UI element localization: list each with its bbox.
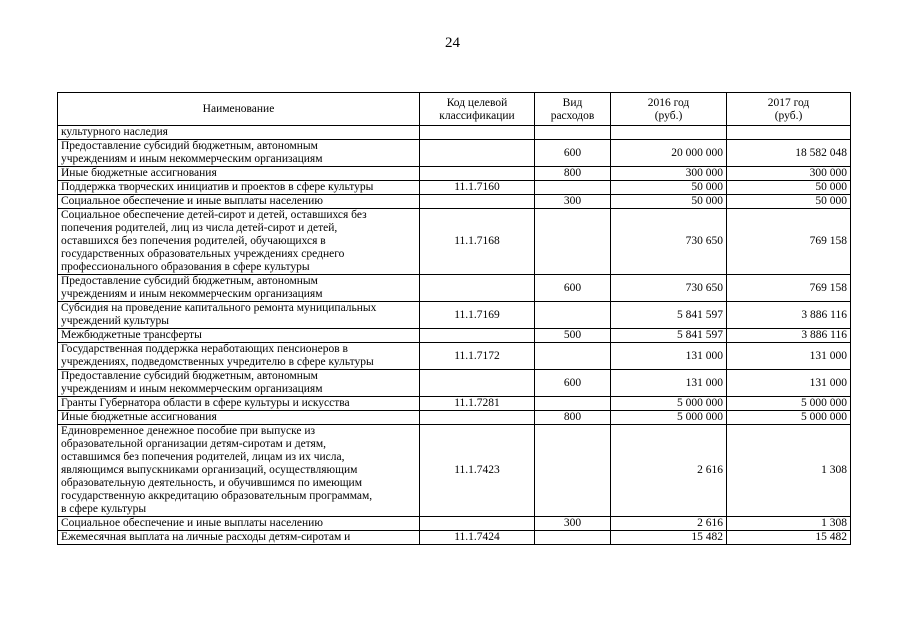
table-row — [58, 181, 851, 195]
table-row — [58, 275, 851, 302]
table-row — [58, 209, 851, 275]
cell-2016: 2 616 — [611, 517, 727, 531]
cell-name: Иные бюджетные ассигнования — [58, 411, 420, 425]
cell-name: Гранты Губернатора области в сфере культуры и искусства — [58, 397, 420, 411]
cell-2016: 730 650 — [611, 275, 727, 302]
cell-name: Ежемесячная выплата на личные расходы детям-сиротам и — [58, 531, 420, 545]
cell-type: 600 — [535, 140, 611, 167]
cell-code — [420, 167, 535, 181]
cell-name: Субсидия на проведение капитального ремонта муниципальных учреждений культуры — [58, 302, 420, 329]
cell-code: 11.1.7172 — [420, 343, 535, 370]
cell-code — [420, 126, 535, 140]
cell-2017: 5 000 000 — [727, 411, 851, 425]
cell-2016: 2 616 — [611, 425, 727, 517]
cell-name: Предоставление субсидий бюджетным, автономным учреждениям и иным некоммерческим организациям — [58, 370, 420, 397]
table-row — [58, 167, 851, 181]
cell-type — [535, 531, 611, 545]
cell-code — [420, 370, 535, 397]
cell-2016: 5 841 597 — [611, 302, 727, 329]
cell-2016 — [611, 126, 727, 140]
cell-code — [420, 140, 535, 167]
table-row — [58, 302, 851, 329]
cell-2017: 131 000 — [727, 370, 851, 397]
cell-type: 500 — [535, 329, 611, 343]
cell-2017: 15 482 — [727, 531, 851, 545]
cell-2016: 50 000 — [611, 181, 727, 195]
cell-type — [535, 181, 611, 195]
cell-code — [420, 329, 535, 343]
cell-name: Единовременное денежное пособие при выпуске из образовательной организации детям-сиротам и детям, оставшимся без попечения родителей, лицам из их числа, являющимся выпускниками организаций, осуществляющим образовательную деятельность, и обучившимся по имеющим государственную аккредитацию образовательным программам, в сфере культуры — [58, 425, 420, 517]
header-code: Код целевой классификации — [420, 93, 535, 126]
table-row — [58, 425, 851, 517]
cell-code — [420, 411, 535, 425]
budget-table — [57, 92, 851, 545]
cell-code: 11.1.7168 — [420, 209, 535, 275]
cell-2016: 131 000 — [611, 370, 727, 397]
cell-code: 11.1.7281 — [420, 397, 535, 411]
header-type: Вид расходов — [535, 93, 611, 126]
table-header-row — [58, 93, 851, 126]
page-number: 24 — [445, 35, 460, 51]
cell-2017: 50 000 — [727, 195, 851, 209]
table-body — [58, 126, 851, 545]
cell-2016: 5 841 597 — [611, 329, 727, 343]
cell-name: Государственная поддержка неработающих пенсионеров в учреждениях, подведомственных учредителю в сфере культуры — [58, 343, 420, 370]
cell-type: 800 — [535, 411, 611, 425]
cell-2017: 131 000 — [727, 343, 851, 370]
cell-2016: 15 482 — [611, 531, 727, 545]
cell-type — [535, 343, 611, 370]
cell-2016: 5 000 000 — [611, 397, 727, 411]
cell-code — [420, 517, 535, 531]
cell-name: Социальное обеспечение и иные выплаты населению — [58, 517, 420, 531]
cell-type: 600 — [535, 275, 611, 302]
table-row — [58, 531, 851, 545]
cell-2016: 20 000 000 — [611, 140, 727, 167]
cell-code: 11.1.7424 — [420, 531, 535, 545]
table-row — [58, 343, 851, 370]
cell-code — [420, 275, 535, 302]
table-row — [58, 140, 851, 167]
cell-type: 300 — [535, 517, 611, 531]
cell-2017: 769 158 — [727, 275, 851, 302]
cell-name: Иные бюджетные ассигнования — [58, 167, 420, 181]
cell-name: Социальное обеспечение детей-сирот и детей, оставшихся без попечения родителей, лиц из числа детей-сирот и детей, оставшихся без попечения родителей, обучающихся в государственных образовательных учреждениях среднего профессионального образования в сфере культуры — [58, 209, 420, 275]
cell-2017: 1 308 — [727, 517, 851, 531]
cell-2016: 131 000 — [611, 343, 727, 370]
header-name: Наименование — [58, 93, 420, 126]
cell-2017: 3 886 116 — [727, 302, 851, 329]
cell-code: 11.1.7169 — [420, 302, 535, 329]
cell-2017: 300 000 — [727, 167, 851, 181]
cell-code — [420, 195, 535, 209]
cell-type: 800 — [535, 167, 611, 181]
cell-2016: 300 000 — [611, 167, 727, 181]
cell-2017: 3 886 116 — [727, 329, 851, 343]
cell-code: 11.1.7160 — [420, 181, 535, 195]
table-row — [58, 195, 851, 209]
table-row — [58, 397, 851, 411]
cell-type: 300 — [535, 195, 611, 209]
cell-type — [535, 425, 611, 517]
cell-2016: 5 000 000 — [611, 411, 727, 425]
table-row — [58, 126, 851, 140]
cell-type — [535, 397, 611, 411]
cell-2016: 50 000 — [611, 195, 727, 209]
table-row — [58, 411, 851, 425]
header-2016: 2016 год (руб.) — [611, 93, 727, 126]
cell-2017: 50 000 — [727, 181, 851, 195]
table-row — [58, 517, 851, 531]
cell-2017: 1 308 — [727, 425, 851, 517]
cell-name: Предоставление субсидий бюджетным, автономным учреждениям и иным некоммерческим организациям — [58, 275, 420, 302]
cell-2017: 769 158 — [727, 209, 851, 275]
table-row — [58, 370, 851, 397]
cell-name: Социальное обеспечение и иные выплаты населению — [58, 195, 420, 209]
cell-2017: 18 582 048 — [727, 140, 851, 167]
cell-name: Межбюджетные трансферты — [58, 329, 420, 343]
cell-2017 — [727, 126, 851, 140]
table-row — [58, 329, 851, 343]
cell-code: 11.1.7423 — [420, 425, 535, 517]
cell-name: Поддержка творческих инициатив и проектов в сфере культуры — [58, 181, 420, 195]
cell-name: Предоставление субсидий бюджетным, автономным учреждениям и иным некоммерческим организациям — [58, 140, 420, 167]
cell-2016: 730 650 — [611, 209, 727, 275]
cell-type — [535, 209, 611, 275]
cell-name: культурного наследия — [58, 126, 420, 140]
cell-2017: 5 000 000 — [727, 397, 851, 411]
header-2017: 2017 год (руб.) — [727, 93, 851, 126]
cell-type — [535, 126, 611, 140]
cell-type — [535, 302, 611, 329]
cell-type: 600 — [535, 370, 611, 397]
